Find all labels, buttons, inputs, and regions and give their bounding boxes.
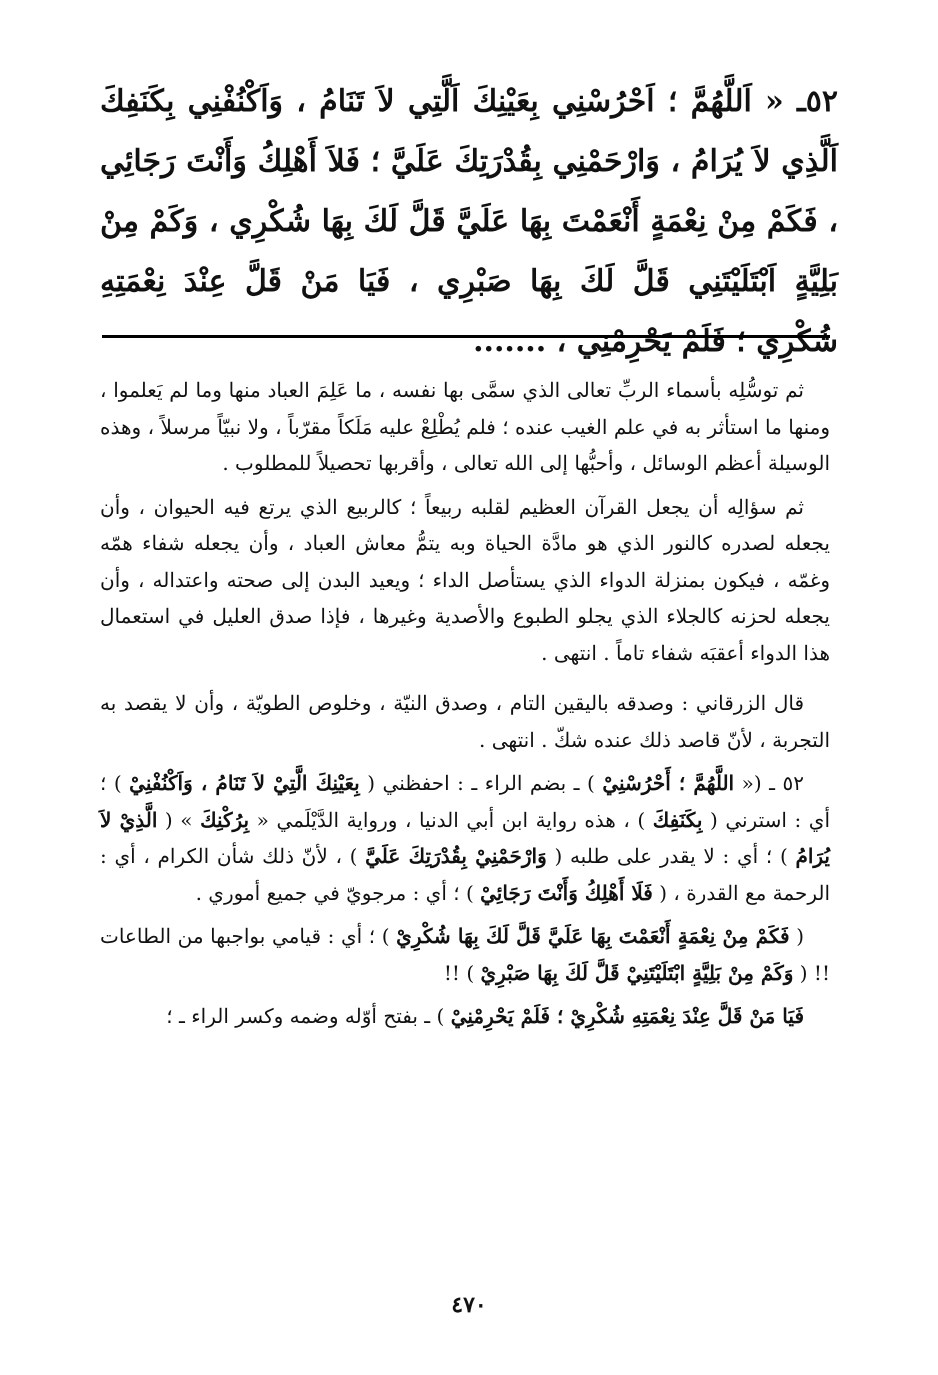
commentary-text: ) ؛ أي : قيامي بواجبها من الطاعات !! (	[100, 924, 830, 985]
commentary-paragraph	[100, 489, 830, 672]
commentary-paragraph	[100, 372, 830, 482]
commentary-text: ) !!	[443, 960, 481, 985]
commentary-text: ) ـ بفتح أوّله وضمه وكسر الراء ـ ؛	[166, 1004, 451, 1028]
commentary-paragraph	[100, 918, 830, 991]
commentary-text: ) ؛ أي : لا يقدر على طلبه (	[546, 844, 796, 868]
commentary-text: (	[789, 924, 804, 948]
commentary-text: ثم سؤالِه أن يجعل القرآن العظيم لقلبه ربيعاً ؛ كالربيع الذي يرتع فيه الحيوان ، وأن يجعله لصدره كالنور الذي هو مادَّة الحياة وبه يتمُّ معاش العباد ، وأن يجعله شفاء همّه وغمّه ، فيكون بمنزلة الدواء الذي يستأصل الداء ؛ ويعيد البدن إلى صحته واعتداله ، وأن يجعله لحزنه كالجلاء الذي يجلو الطبوع والأصدية وغيرها ، فإذا صدق العليل في استعمال هذا الدواء أعقبَه شفاء تاماً . انتهى .	[100, 494, 830, 665]
commentary-paragraph	[100, 765, 830, 911]
hadith-quote: وَارْحَمْنِيْ بِقُدْرَتِكَ عَلَيَّ	[365, 844, 547, 868]
commentary-block	[100, 372, 830, 1042]
hadith-quote: وَكَمْ مِنْ بَلِيَّةٍ ابْتَلَيْتَنِيْ قَلَّ لَكَ بِهَا صَبْرِيْ	[480, 960, 794, 985]
hadith-text-block	[100, 72, 838, 372]
commentary-text: » (	[157, 807, 201, 832]
hadith-quote: الَّذِيْ لاَ يُرَامُ	[100, 807, 830, 868]
commentary-text: ) ، هذه رواية ابن أبي الدنيا ، ورواية الدَّيْلَمي «	[249, 807, 653, 832]
hadith-quote: فَلَا أَهْلِكُ وَأَنْتَ رَجَائِيْ	[480, 880, 653, 905]
hadith-quote: بِكَنَفِكَ	[652, 807, 703, 832]
hadith-quote: بِعَيْنِكَ الَّتِيْ لاَ تَنَامُ ، وَاَكْنُفْنِيْ	[129, 771, 360, 795]
commentary-text: قال الزرقاني : وصدقه باليقين التام ، وصدق النيّة ، وخلوص الطويّة ، وأن لا يقصد به التجربة ، لأنّ قاصد ذلك عنده شكّ . انتهى .	[100, 691, 830, 752]
commentary-text: ) ـ بضم الراء ـ : احفظني (	[359, 771, 603, 795]
hadith-quote: اللَّهُمَّ ؛ أَحْرُسْنِيْ	[602, 771, 735, 795]
commentary-paragraph	[100, 998, 830, 1035]
commentary-text: ) ؛ أي : استرني (	[100, 771, 830, 832]
hadith-quote: فَكَمْ مِنْ نِعْمَةٍ أَنْعَمْتَ بِهَا عَلَيَّ قَلَّ لَكَ بِهَا شُكْرِيْ	[396, 924, 790, 948]
commentary-paragraph	[100, 685, 830, 758]
commentary-text: ) ؛ أي : مرجويّ في جميع أموري .	[195, 880, 481, 905]
commentary-text: ) ، لأنّ ذلك شأن الكرام ، أي : الرحمة مع القدرة ، (	[100, 844, 830, 905]
hadith-quote: فَيَا مَنْ قَلَّ عِنْدَ نِعْمَتِهِ شُكْرِيْ ؛ فَلَمْ يَحْرِمْنِيْ	[450, 1004, 804, 1028]
hadith-quote: بِرُكْنِكَ	[200, 807, 250, 832]
commentary-text: ٥٢ ـ («	[734, 771, 805, 795]
hadith-text: ٥٢ـ « اَللَّهُمَّ ؛ اَحْرُسْنِي بِعَيْنِكَ اَلَّتِي لاَ تَنَامُ ، وَاَكْنُفْنِي بِكَنَفِكَ اَلَّذِي لاَ يُرَامُ ، وَارْحَمْنِي بِقُدْرَتِكَ عَلَيَّ ؛ فَلاَ أَهْلِكُ وَأَنْتَ رَجَائِي ، فَكَمْ مِنْ نِعْمَةٍ أَنْعَمْتَ بِهَا عَلَيَّ قَلَّ لَكَ بِهَا شُكْرِي ، وَكَمْ مِنْ بَلِيَّةٍ اَبْتَلَيْتَنِي قَلَّ لَكَ بِهَا صَبْرِي ، فَيَا مَنْ قَلَّ عِنْدَ نِعْمَتِهِ شُكْرِي ؛ فَلَمْ يَحْرِمْنِي ، .......	[100, 84, 838, 359]
section-divider	[102, 335, 830, 338]
commentary-text: ثم توسُّلِه بأسماء الربِّ تعالى الذي سمَّى بها نفسه ، ما عَلِمَ العباد منها وما لم يَعلموا ، ومنها ما استأثر به في علم الغيب عنده ؛ فلم يُطْلِعْ عليه مَلَكاً مقرّباً ، ولا نبيّاً مرسلاً ، وهذه الوسيلة أعظم الوسائل ، وأحبُّها إلى الله تعالى ، وأقربها تحصيلاً للمطلوب .	[100, 378, 830, 475]
page-number: ٤٧٠	[451, 1292, 487, 1318]
